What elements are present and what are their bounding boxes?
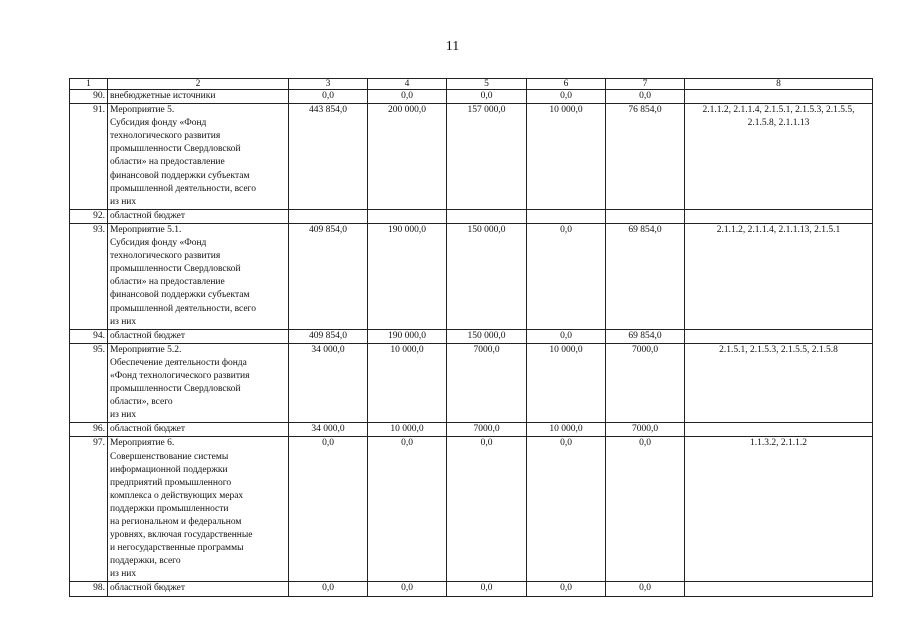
item-name-cell: Мероприятие 5. Субсидия фонду «Фонд технологического развития промышленности Свердловской области» на предоставление финансовой поддержки субъектам промышленной деятельности, всего из них [108,104,289,210]
value-col3-cell: 409 854,0 [289,223,368,329]
value-col6-cell: 10 000,0 [527,343,606,423]
value-col3-cell: 0,0 [289,437,368,582]
value-col3-cell: 0,0 [289,90,368,104]
target-indicators-cell [685,209,873,223]
row-number-cell: 95. [70,343,108,423]
value-col5-cell: 0,0 [447,90,527,104]
item-name-cell: Мероприятие 6. Совершенствование системы информационной поддержки предприятий промышленного комплекса о действующих мерах поддержки промышленности на региональном и федеральном уровнях, включая государственные и негосударственные программы поддержки, всего из них [108,437,289,582]
value-col7-cell: 0,0 [606,582,685,596]
value-col6-cell: 10 000,0 [527,104,606,210]
target-indicators-cell: 2.1.5.1, 2.1.5.3, 2.1.5.5, 2.1.5.8 [685,343,873,423]
value-col5-cell: 0,0 [447,582,527,596]
value-col7-cell: 0,0 [606,437,685,582]
target-indicators-cell [685,582,873,596]
row-number-cell: 93. [70,223,108,329]
value-col5-cell: 157 000,0 [447,104,527,210]
item-name-cell: областной бюджет [108,423,289,437]
value-col5-cell [447,209,527,223]
value-col6-cell: 0,0 [527,223,606,329]
target-indicators-cell: 1.1.3.2, 2.1.1.2 [685,437,873,582]
column-header: 1 [70,79,108,90]
table-row [70,423,873,437]
item-name-cell: внебюджетные источники [108,90,289,104]
table-row [70,582,873,596]
row-number-cell: 98. [70,582,108,596]
target-indicators-cell [685,90,873,104]
value-col3-cell: 409 854,0 [289,329,368,343]
target-indicators-cell [685,423,873,437]
value-col3-cell [289,209,368,223]
value-col3-cell: 34 000,0 [289,423,368,437]
table-row [70,329,873,343]
column-header: 4 [368,79,447,90]
value-col6-cell: 0,0 [527,437,606,582]
column-header: 6 [527,79,606,90]
value-col4-cell: 0,0 [368,90,447,104]
table-row [70,437,873,582]
item-name-cell: Мероприятие 5.1. Субсидия фонду «Фонд технологического развития промышленности Свердловской области» на предоставление финансовой поддержки субъектам промышленной деятельности, всего из них [108,223,289,329]
value-col4-cell: 190 000,0 [368,329,447,343]
row-number-cell: 90. [70,90,108,104]
value-col4-cell: 0,0 [368,437,447,582]
table-header-row [70,79,873,90]
value-col4-cell: 10 000,0 [368,423,447,437]
target-indicators-cell [685,329,873,343]
value-col5-cell: 7000,0 [447,423,527,437]
item-name-cell: областной бюджет [108,209,289,223]
value-col6-cell: 0,0 [527,90,606,104]
row-number-cell: 96. [70,423,108,437]
column-header: 7 [606,79,685,90]
column-header: 3 [289,79,368,90]
value-col4-cell: 10 000,0 [368,343,447,423]
column-header: 2 [108,79,289,90]
value-col5-cell: 150 000,0 [447,329,527,343]
value-col3-cell: 0,0 [289,582,368,596]
table-row [70,343,873,423]
value-col5-cell: 150 000,0 [447,223,527,329]
value-col7-cell: 7000,0 [606,343,685,423]
value-col5-cell: 0,0 [447,437,527,582]
value-col3-cell: 34 000,0 [289,343,368,423]
value-col7-cell: 76 854,0 [606,104,685,210]
table-row [70,104,873,210]
value-col4-cell: 200 000,0 [368,104,447,210]
budget-table [69,78,873,597]
value-col7-cell: 7000,0 [606,423,685,437]
value-col4-cell: 0,0 [368,582,447,596]
item-name-cell: областной бюджет [108,582,289,596]
value-col7-cell: 69 854,0 [606,329,685,343]
value-col6-cell: 0,0 [527,582,606,596]
page-number: 11 [445,39,460,54]
column-header: 8 [685,79,873,90]
column-header: 5 [447,79,527,90]
row-number-cell: 97. [70,437,108,582]
value-col7-cell [606,209,685,223]
value-col4-cell [368,209,447,223]
table-row [70,223,873,329]
value-col7-cell: 0,0 [606,90,685,104]
row-number-cell: 92. [70,209,108,223]
item-name-cell: Мероприятие 5.2. Обеспечение деятельности фонда «Фонд технологического развития промышленности Свердловской области», всего из них [108,343,289,423]
value-col7-cell: 69 854,0 [606,223,685,329]
target-indicators-cell: 2.1.1.2, 2.1.1.4, 2.1.1.13, 2.1.5.1 [685,223,873,329]
value-col4-cell: 190 000,0 [368,223,447,329]
value-col6-cell: 10 000,0 [527,423,606,437]
item-name-cell: областной бюджет [108,329,289,343]
target-indicators-cell: 2.1.1.2, 2.1.1.4, 2.1.5.1, 2.1.5.3, 2.1.5.5, 2.1.5.8, 2.1.1.13 [685,104,873,210]
table-row [70,209,873,223]
value-col5-cell: 7000,0 [447,343,527,423]
table-row [70,90,873,104]
value-col6-cell: 0,0 [527,329,606,343]
row-number-cell: 91. [70,104,108,210]
value-col3-cell: 443 854,0 [289,104,368,210]
row-number-cell: 94. [70,329,108,343]
value-col6-cell [527,209,606,223]
